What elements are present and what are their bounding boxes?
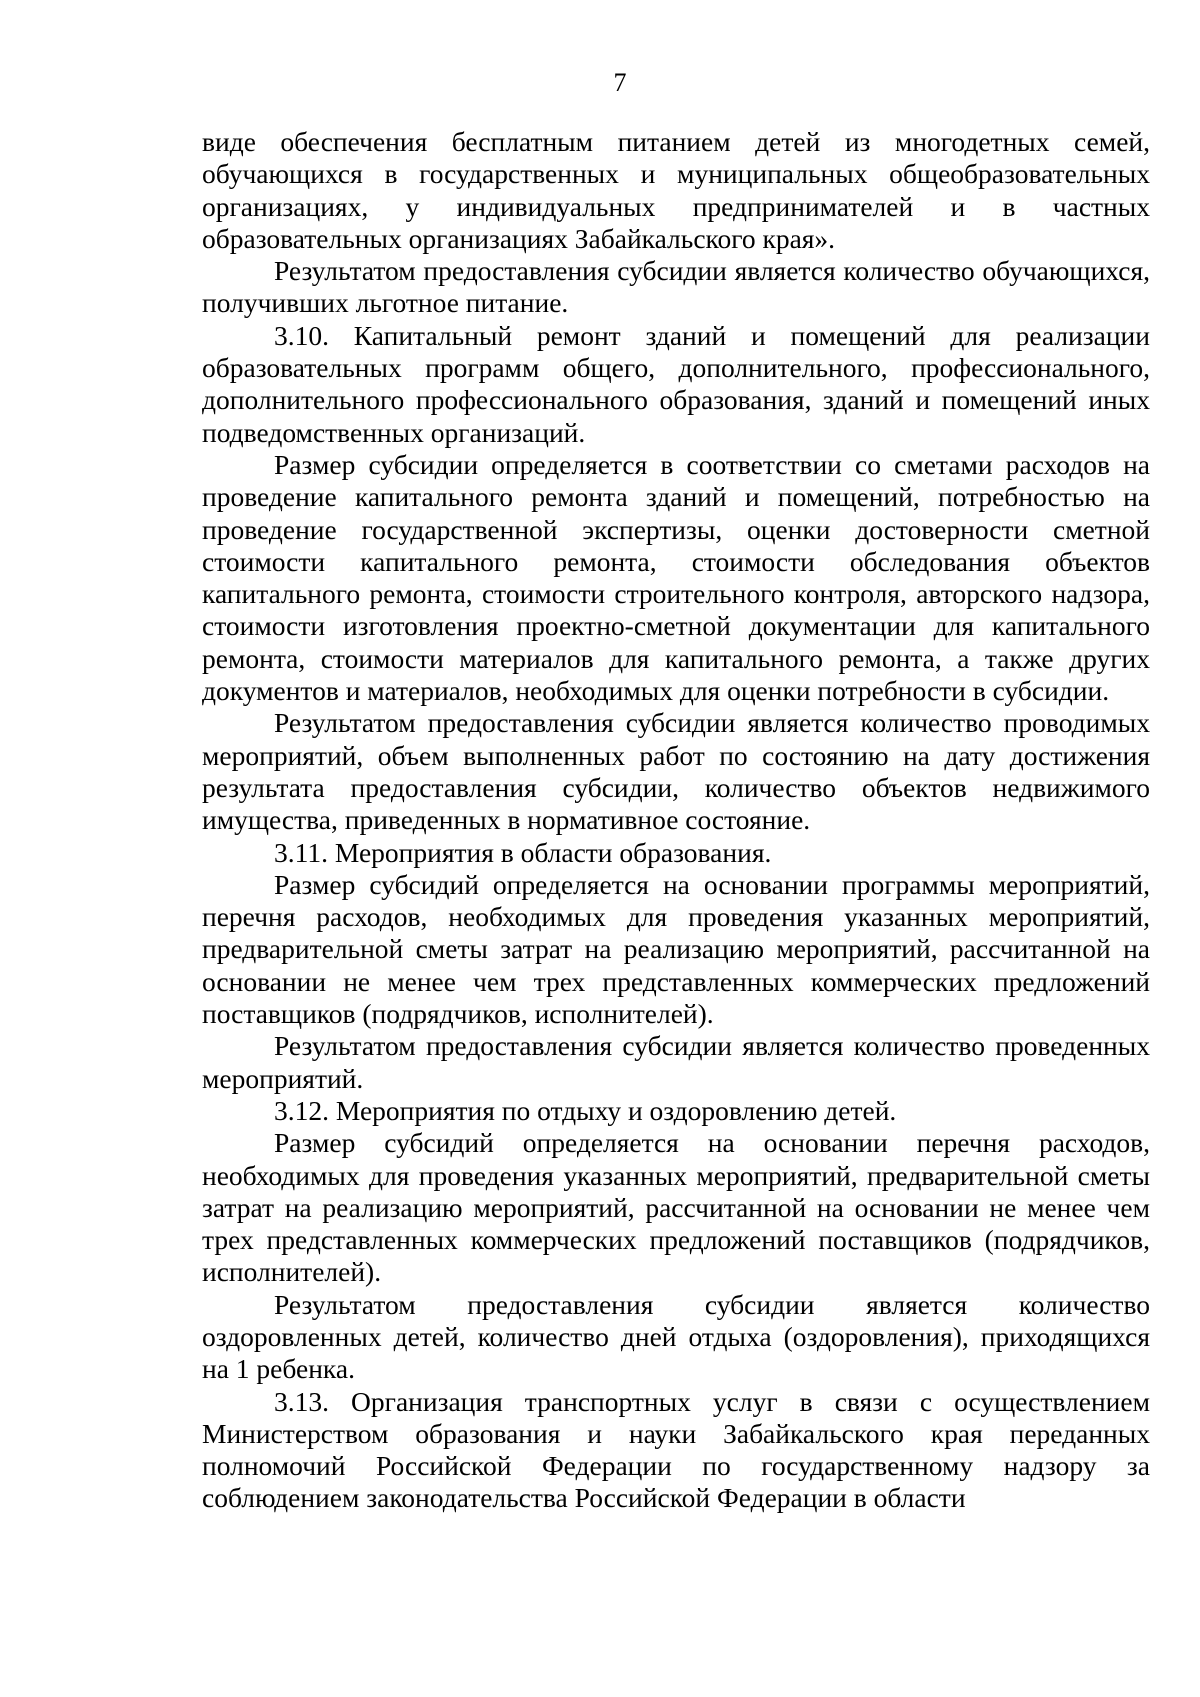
section-heading-3-10: 3.10. Капитальный ремонт зданий и помещений для реализации образовательных программ общего, дополнительного, профессионального, дополнительного профессионального образования, зданий и помещений иных подведомственных организаций. [202,319,1150,448]
paragraph: Размер субсидий определяется на основании перечня расходов, необходимых для проведения указанных мероприятий, предварительной сметы затрат на реализацию мероприятий, рассчитанной на основании не менее чем трех представленных коммерческих предложений поставщиков (подрядчиков, исполнителей). [202,1127,1150,1288]
paragraph: Размер субсидий определяется на основании программы мероприятий, перечня расходов, необходимых для проведения указанных мероприятий, предварительной сметы затрат на реализацию мероприятий, рассчитанной на основании не менее чем трех представленных коммерческих предложений поставщиков (подрядчиков, исполнителей). [202,868,1150,1030]
page-number: 7 [613,68,627,97]
paragraph: Размер субсидии определяется в соответствии со сметами расходов на проведение капитального ремонта зданий и помещений, потребностью на проведение государственной экспертизы, оценки достоверности сметной стоимости капитального ремонта, стоимости обследования объектов капитального ремонта, стоимости строительного контроля, авторского надзора, стоимости изготовления проектно-сметной документации для капитального ремонта, стоимости материалов для капитального ремонта, а также других документов и материалов, необходимых для оценки потребности в субсидии. [202,448,1150,707]
paragraph: Результатом предоставления субсидии является количество оздоровленных детей, количество дней отдыха (оздоровления), приходящихся на 1 ребенка. [202,1288,1150,1385]
section-heading-3-12: 3.12. Мероприятия по отдыху и оздоровлению детей. [274,1094,897,1126]
section-heading-3-13: 3.13. Организация транспортных услуг в связи с осуществлением Министерством образования и науки Забайкальского края переданных полномочий Российской Федерации по государственному надзору за соблюдением законодательства Российской Федерации в области [202,1385,1150,1514]
paragraph: Результатом предоставления субсидии является количество обучающихся, получивших льготное питание. [202,255,1150,319]
paragraph: Результатом предоставления субсидии является количество проводимых мероприятий, объем выполненных работ по состоянию на дату достижения результата предоставления субсидии, количество объектов недвижимого имущества, приведенных в нормативное состояние. [202,707,1150,836]
paragraph-continuation: виде обеспечения бесплатным питанием детей из многодетных семей, обучающихся в государственных и муниципальных общеобразовательных организациях, у индивидуальных предпринимателей и в частных образовательных организациях Забайкальского края». [202,126,1150,254]
section-heading-3-11: 3.11. Мероприятия в области образования. [274,836,772,868]
document-body [202,126,1150,1515]
paragraph: Результатом предоставления субсидии является количество проведенных мероприятий. [202,1030,1150,1094]
